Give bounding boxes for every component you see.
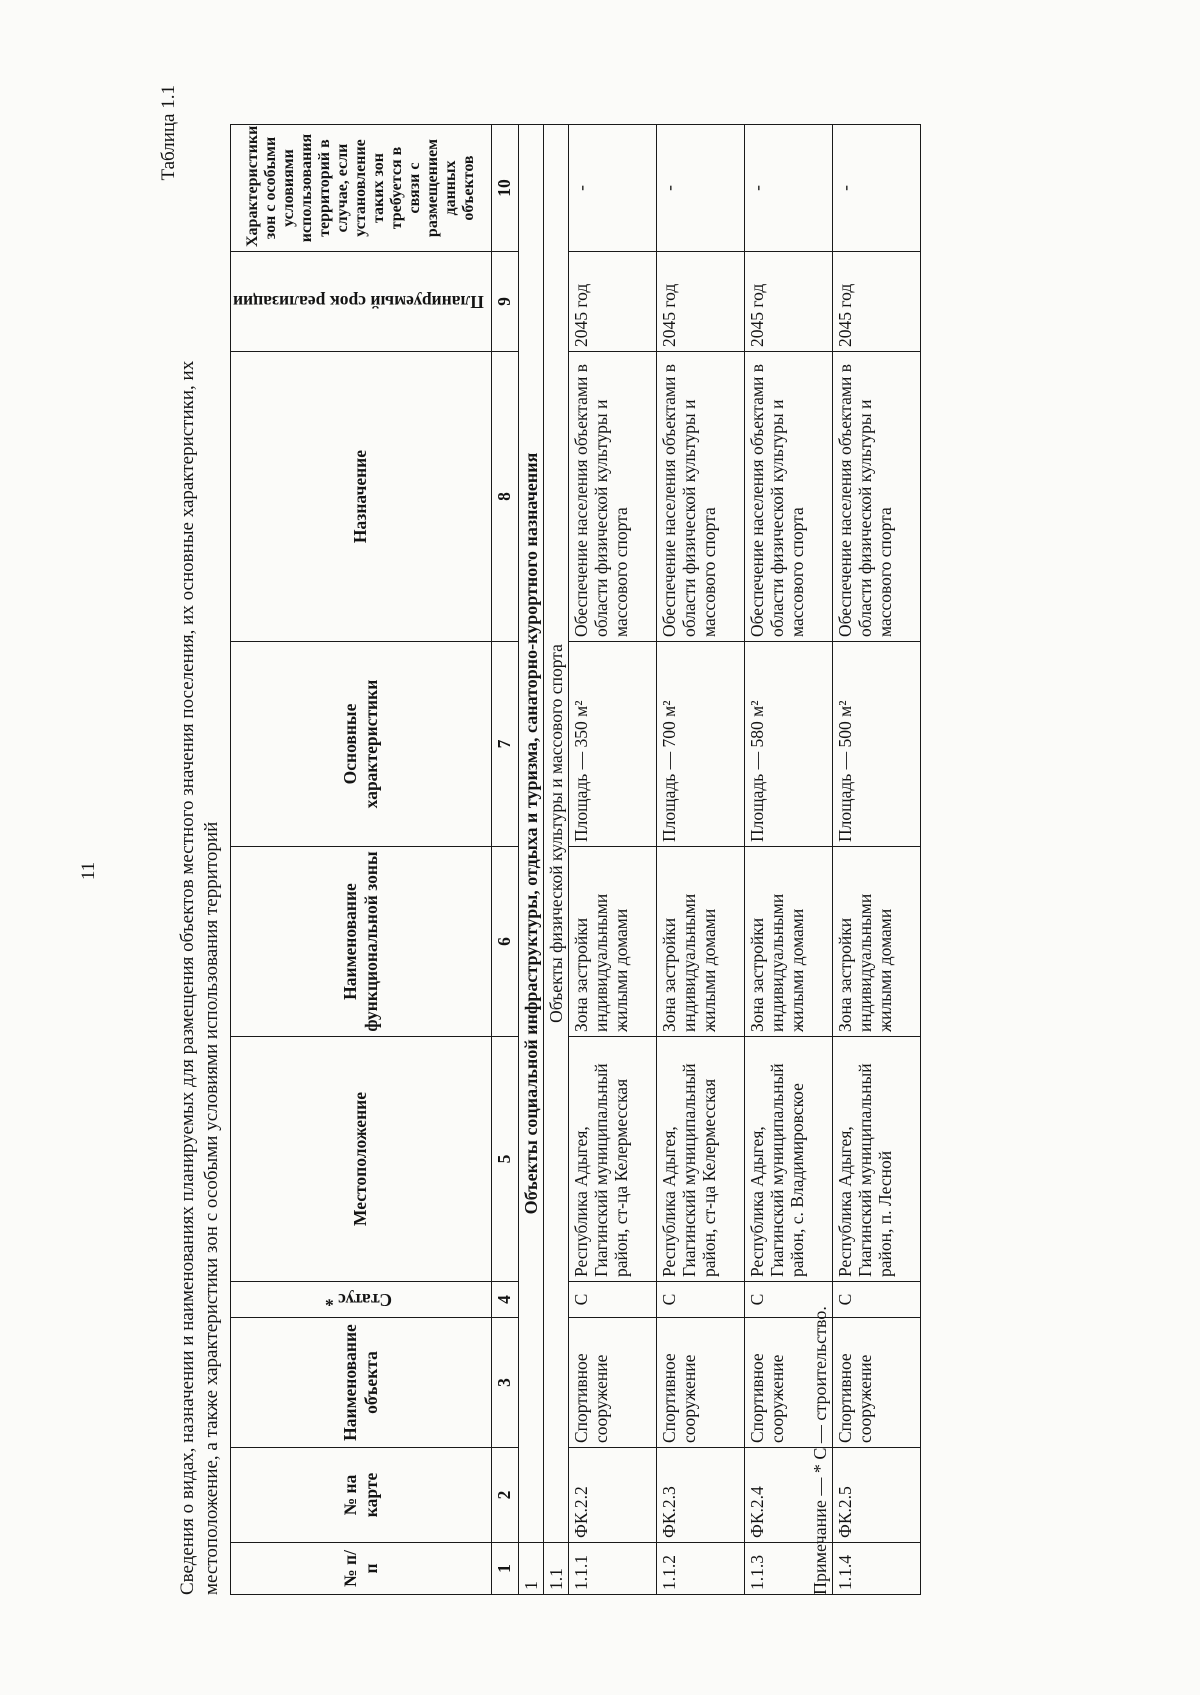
column-number: 4: [491, 1282, 518, 1318]
cell-map: ФК.2.2: [568, 1448, 656, 1543]
subgroup-num: 1.1: [543, 1543, 568, 1595]
cell-name: Спортивное сооружение: [568, 1318, 656, 1448]
table-note: Примечание — * С — строительство.: [810, 1306, 830, 1595]
cell-term: 2045 год: [832, 252, 920, 352]
cell-purpose: Обеспечение населения объектами в области физической культуры и массового спорта: [568, 352, 656, 642]
header-main-chars: Основные характеристики: [231, 642, 492, 847]
cell-status: С: [832, 1282, 920, 1318]
cell-zone-chars: -: [568, 125, 656, 252]
column-number: 5: [491, 1037, 518, 1282]
subgroup-label: Объекты физической культуры и массового спорта: [543, 125, 568, 1543]
column-number: 9: [491, 252, 518, 352]
cell-zone: Зона застройки индивидуальными жилыми домами: [568, 847, 656, 1037]
cell-name: Спортивное сооружение: [832, 1318, 920, 1448]
cell-zone-chars: -: [656, 125, 744, 252]
cell-location: Республика Адыгея, Гиагинский муниципальный район, ст-ца Келермесская: [568, 1037, 656, 1282]
page-number: 11: [78, 861, 100, 881]
cell-name: Спортивное сооружение: [744, 1318, 832, 1448]
column-number: 6: [491, 847, 518, 1037]
table-title-line-1: Сведения о видах, назначении и наименованиях планируемых для размещения объектов местного значения поселения, их основные характеристики, их: [177, 360, 198, 1595]
table-row: [568, 125, 656, 1595]
header-term-text: Планируемый срок реализации: [233, 292, 484, 312]
cell-location: Республика Адыгея, Гиагинский муниципальный район, с. Владимировское: [744, 1037, 832, 1282]
cell-zone-chars: -: [832, 125, 920, 252]
header-purpose: Назначение: [231, 352, 492, 642]
cell-chars: Площадь — 580 м²: [744, 642, 832, 847]
table-title: [176, 75, 224, 1615]
header-num: № п/п: [231, 1543, 492, 1595]
table-row: [656, 125, 744, 1595]
cell-num: 1.1.4: [832, 1543, 920, 1595]
cell-status: С: [568, 1282, 656, 1318]
cell-map: ФК.2.3: [656, 1448, 744, 1543]
cell-chars: Площадь — 350 м²: [568, 642, 656, 847]
cell-num: 1.1.3: [744, 1543, 832, 1595]
cell-purpose: Обеспечение населения объектами в области физической культуры и массового спорта: [832, 352, 920, 642]
header-row: [231, 125, 492, 1595]
cell-num: 1.1.1: [568, 1543, 656, 1595]
column-number: 1: [491, 1543, 518, 1595]
cell-term: 2045 год: [656, 252, 744, 352]
column-number: 7: [491, 642, 518, 847]
header-location: Местоположение: [231, 1037, 492, 1282]
header-zone-name: Наименование функциональной зоны: [231, 847, 492, 1037]
cell-chars: Площадь — 500 м²: [832, 642, 920, 847]
column-number-row: [491, 125, 518, 1595]
table-caption: Таблица 1.1: [158, 85, 179, 181]
rotated-page-content: [150, 75, 895, 1615]
cell-zone-chars: -: [744, 125, 832, 252]
cell-location: Республика Адыгея, Гиагинский муниципальный район, ст-ца Келермесская: [656, 1037, 744, 1282]
cell-purpose: Обеспечение населения объектами в области физической культуры и массового спорта: [744, 352, 832, 642]
cell-status: С: [656, 1282, 744, 1318]
header-zone-chars: Характеристики зон с особыми условиями использования территорий в случае, если установление таких зон требуется в связи с размещением данных объектов: [231, 125, 492, 252]
table-title-line-2: местоположение, а также характеристики зон с особыми условиями использования территорий: [201, 821, 222, 1595]
header-map-num: № на карте: [231, 1448, 492, 1543]
cell-map: ФК.2.5: [832, 1448, 920, 1543]
cell-status: С: [744, 1282, 832, 1318]
header-status: [231, 1282, 492, 1318]
cell-num: 1.1.2: [656, 1543, 744, 1595]
group-row-1: [518, 125, 543, 1595]
column-number: 10: [491, 125, 518, 252]
header-object-name: Наименование объекта: [231, 1318, 492, 1448]
header-term: [231, 252, 492, 352]
group-row-1-1: [543, 125, 568, 1595]
cell-map: ФК.2.4: [744, 1448, 832, 1543]
group-label: Объекты социальной инфраструктуры, отдыха и туризма, санаторно-курортного назначения: [518, 125, 543, 1543]
column-number: 8: [491, 352, 518, 642]
cell-location: Республика Адыгея, Гиагинский муниципальный район, п. Лесной: [832, 1037, 920, 1282]
cell-zone: Зона застройки индивидуальными жилыми домами: [744, 847, 832, 1037]
cell-term: 2045 год: [744, 252, 832, 352]
cell-name: Спортивное сооружение: [656, 1318, 744, 1448]
cell-chars: Площадь — 700 м²: [656, 642, 744, 847]
group-num: 1: [518, 1543, 543, 1595]
cell-purpose: Обеспечение населения объектами в области физической культуры и массового спорта: [656, 352, 744, 642]
column-number: 3: [491, 1318, 518, 1448]
table-row: [832, 125, 920, 1595]
header-status-text: Статус *: [324, 1290, 392, 1310]
cell-term: 2045 год: [568, 252, 656, 352]
column-number: 2: [491, 1448, 518, 1543]
cell-zone: Зона застройки индивидуальными жилыми домами: [832, 847, 920, 1037]
cell-zone: Зона застройки индивидуальными жилыми домами: [656, 847, 744, 1037]
